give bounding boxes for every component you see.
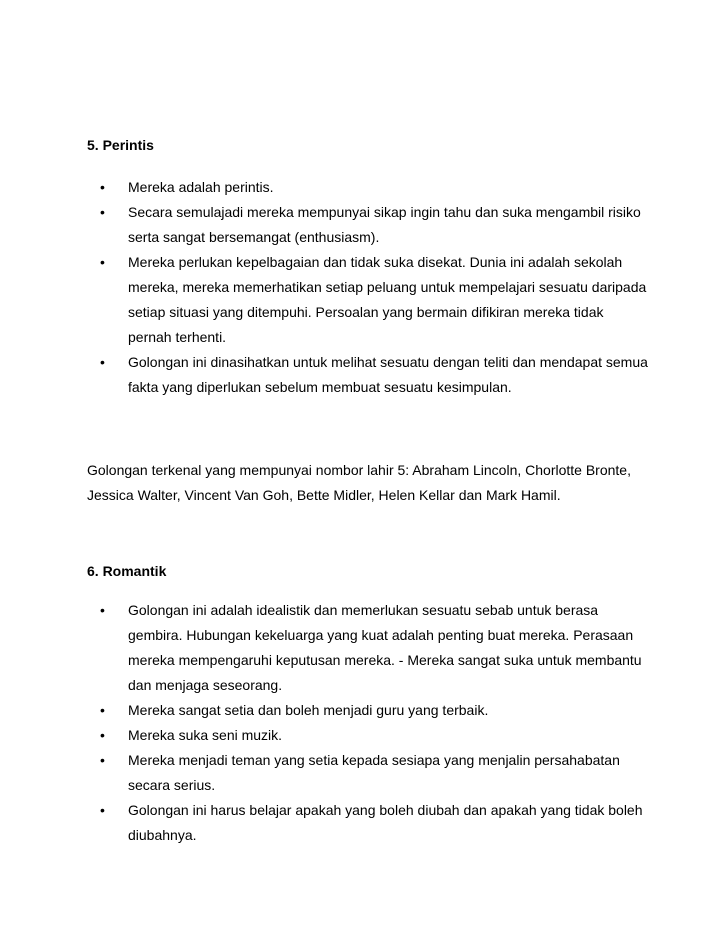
list-item (0, 250, 648, 350)
list-item-text: Mereka perlukan kepelbagaian dan tidak suka disekat. Dunia ini adalah sekolah mereka, mereka memerhatikan setiap peluang untuk mempelajari sesuatu daripada setiap situasi yang ditempuhi. Persoalan yang bermain difikiran mereka tidak pernah terhenti. (128, 254, 647, 345)
bullet-icon: • (100, 254, 105, 270)
bullet-icon: • (100, 802, 105, 818)
list-item-text: Golongan ini harus belajar apakah yang boleh diubah dan apakah yang tidak boleh diubahnya. (128, 802, 643, 843)
list-item-text: Golongan ini adalah idealistik dan memerlukan sesuatu sebab untuk berasa gembira. Hubungan kekeluarga yang kuat adalah penting buat mereka. Perasaan mereka mempengaruhi keputusan mereka. - Mereka sangat suka untuk membantu dan menjaga seseorang. (128, 602, 642, 693)
list-item-text: Mereka suka seni muzik. (128, 727, 283, 743)
list-item (0, 200, 648, 250)
list-item (0, 175, 648, 200)
list-item-text: Mereka adalah perintis. (128, 179, 274, 195)
bullet-icon: • (100, 602, 105, 618)
section-5-heading: 5. Perintis (87, 137, 154, 153)
list-item (0, 723, 648, 748)
bullet-icon: • (100, 354, 105, 370)
list-item (0, 598, 648, 698)
section-6-heading: 6. Romantik (87, 563, 167, 579)
list-item-text: Golongan ini dinasihatkan untuk melihat sesuatu dengan teliti dan mendapat semua fakta yang diperlukan sebelum membuat sesuatu kesimpulan. (128, 354, 648, 395)
bullet-icon: • (100, 702, 105, 718)
list-item-text: Secara semulajadi mereka mempunyai sikap ingin tahu dan suka mengambil risiko serta sangat bersemangat (enthusiasm). (128, 204, 641, 245)
list-item (0, 798, 648, 848)
bullet-icon: • (100, 752, 105, 768)
bullet-icon: • (100, 179, 105, 195)
bullet-icon: • (100, 204, 105, 220)
list-item (0, 748, 648, 798)
section-6-list (0, 598, 648, 848)
section-5-list (0, 175, 648, 400)
bullet-icon: • (100, 727, 105, 743)
list-item (0, 350, 648, 400)
famous-people-paragraph: Golongan terkenal yang mempunyai nombor lahir 5: Abraham Lincoln, Chorlotte Bronte, Jessica Walter, Vincent Van Goh, Bette Midler, Helen Kellar dan Mark Hamil. (87, 462, 631, 503)
list-item-text: Mereka menjadi teman yang setia kepada sesiapa yang menjalin persahabatan secara serius. (128, 752, 620, 793)
list-item-text: Mereka sangat setia dan boleh menjadi guru yang terbaik. (128, 702, 489, 718)
list-item (0, 698, 648, 723)
